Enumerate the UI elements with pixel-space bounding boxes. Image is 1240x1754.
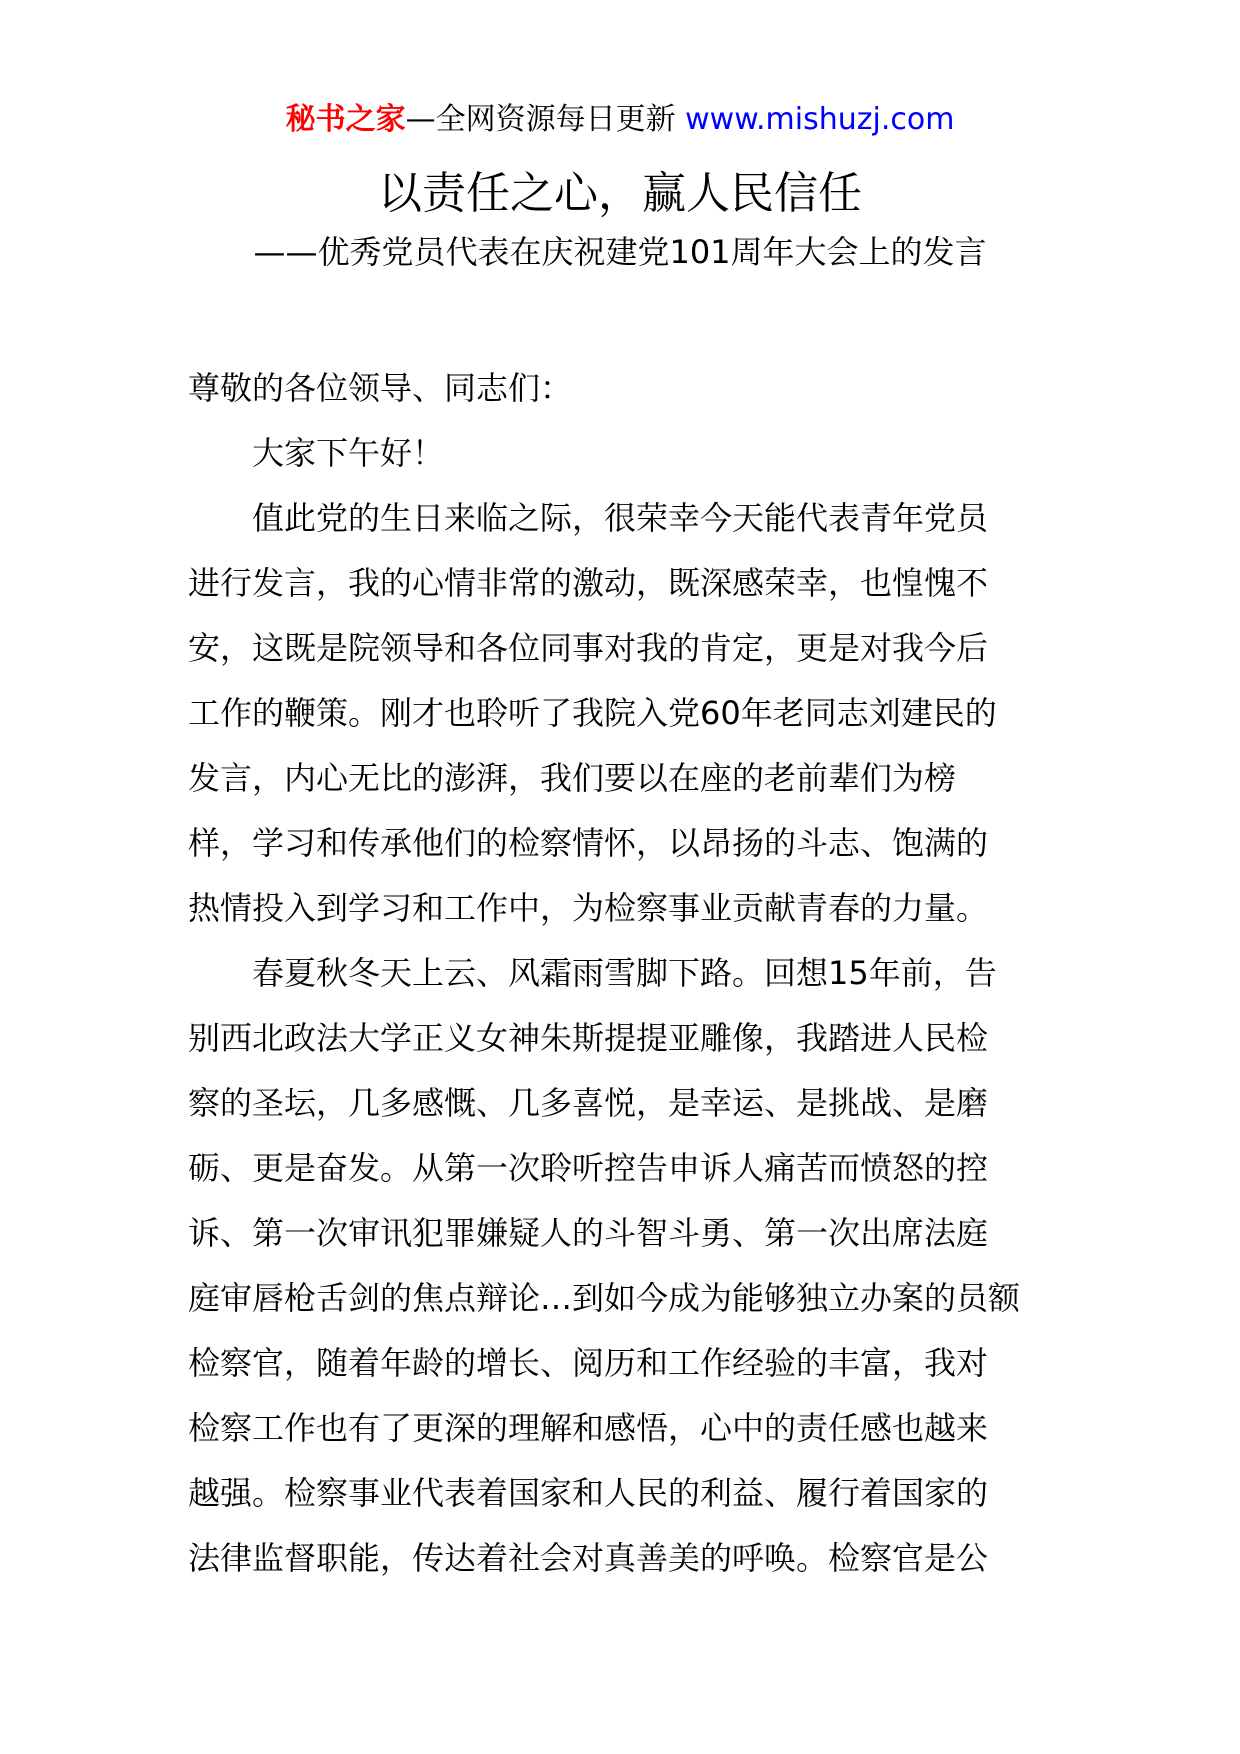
body-line: 热情投入到学习和工作中，为检察事业贡献青春的力量。 (188, 889, 989, 927)
document-body (188, 356, 1052, 1591)
body-line: 别西北政法大学正义女神朱斯提提亚雕像，我踏进人民检 (188, 1019, 989, 1057)
body-line: 安，这既是院领导和各位同事对我的肯定，更是对我今后 (188, 629, 989, 667)
body-line: 值此党的生日来临之际，很荣幸今天能代表青年党员 (252, 499, 989, 537)
brand-name: 秘书之家 (285, 102, 406, 137)
body-line: 进行发言，我的心情非常的激动，既深感荣幸，也惶愧不 (188, 564, 989, 602)
body-line: 法律监督职能，传达着社会对真善美的呼唤。检察官是公 (188, 1539, 989, 1577)
body-line: 庭审唇枪舌剑的焦点辩论…到如今成为能够独立办案的员额 (188, 1279, 1021, 1317)
document-subtitle: ——优秀党员代表在庆祝建党101周年大会上的发言 (253, 233, 987, 271)
body-line: 样，学习和传承他们的检察情怀，以昂扬的斗志、饱满的 (188, 824, 989, 862)
body-line: 发言，内心无比的澎湃，我们要以在座的老前辈们为榜 (188, 759, 957, 797)
body-line: 诉、第一次审讯犯罪嫌疑人的斗智斗勇、第一次出席法庭 (188, 1214, 989, 1252)
header-tagline: —全网资源每日更新 (405, 102, 676, 137)
site-url-link[interactable]: www.mishuzj.com (685, 102, 955, 137)
body-line: 察的圣坛，几多感慨、几多喜悦，是幸运、是挑战、是磨 (188, 1084, 989, 1122)
greeting: 大家下午好！ (252, 434, 445, 472)
body-line: 检察工作也有了更深的理解和感悟，心中的责任感也越来 (188, 1409, 989, 1447)
body-line: 工作的鞭策。刚才也聆听了我院入党60年老同志刘建民的 (188, 694, 997, 732)
site-header (0, 100, 1240, 140)
body-line: 春夏秋冬天上云、风霜雨雪脚下路。回想15年前，告 (252, 954, 997, 992)
body-line: 越强。检察事业代表着国家和人民的利益、履行着国家的 (188, 1474, 989, 1512)
document-title: 以责任之心，赢人民信任 (378, 168, 862, 219)
body-line: 砺、更是奋发。从第一次聆听控告申诉人痛苦而愤怒的控 (188, 1149, 989, 1187)
body-line: 检察官，随着年龄的增长、阅历和工作经验的丰富，我对 (188, 1344, 989, 1382)
salutation: 尊敬的各位领导、同志们： (188, 369, 573, 407)
